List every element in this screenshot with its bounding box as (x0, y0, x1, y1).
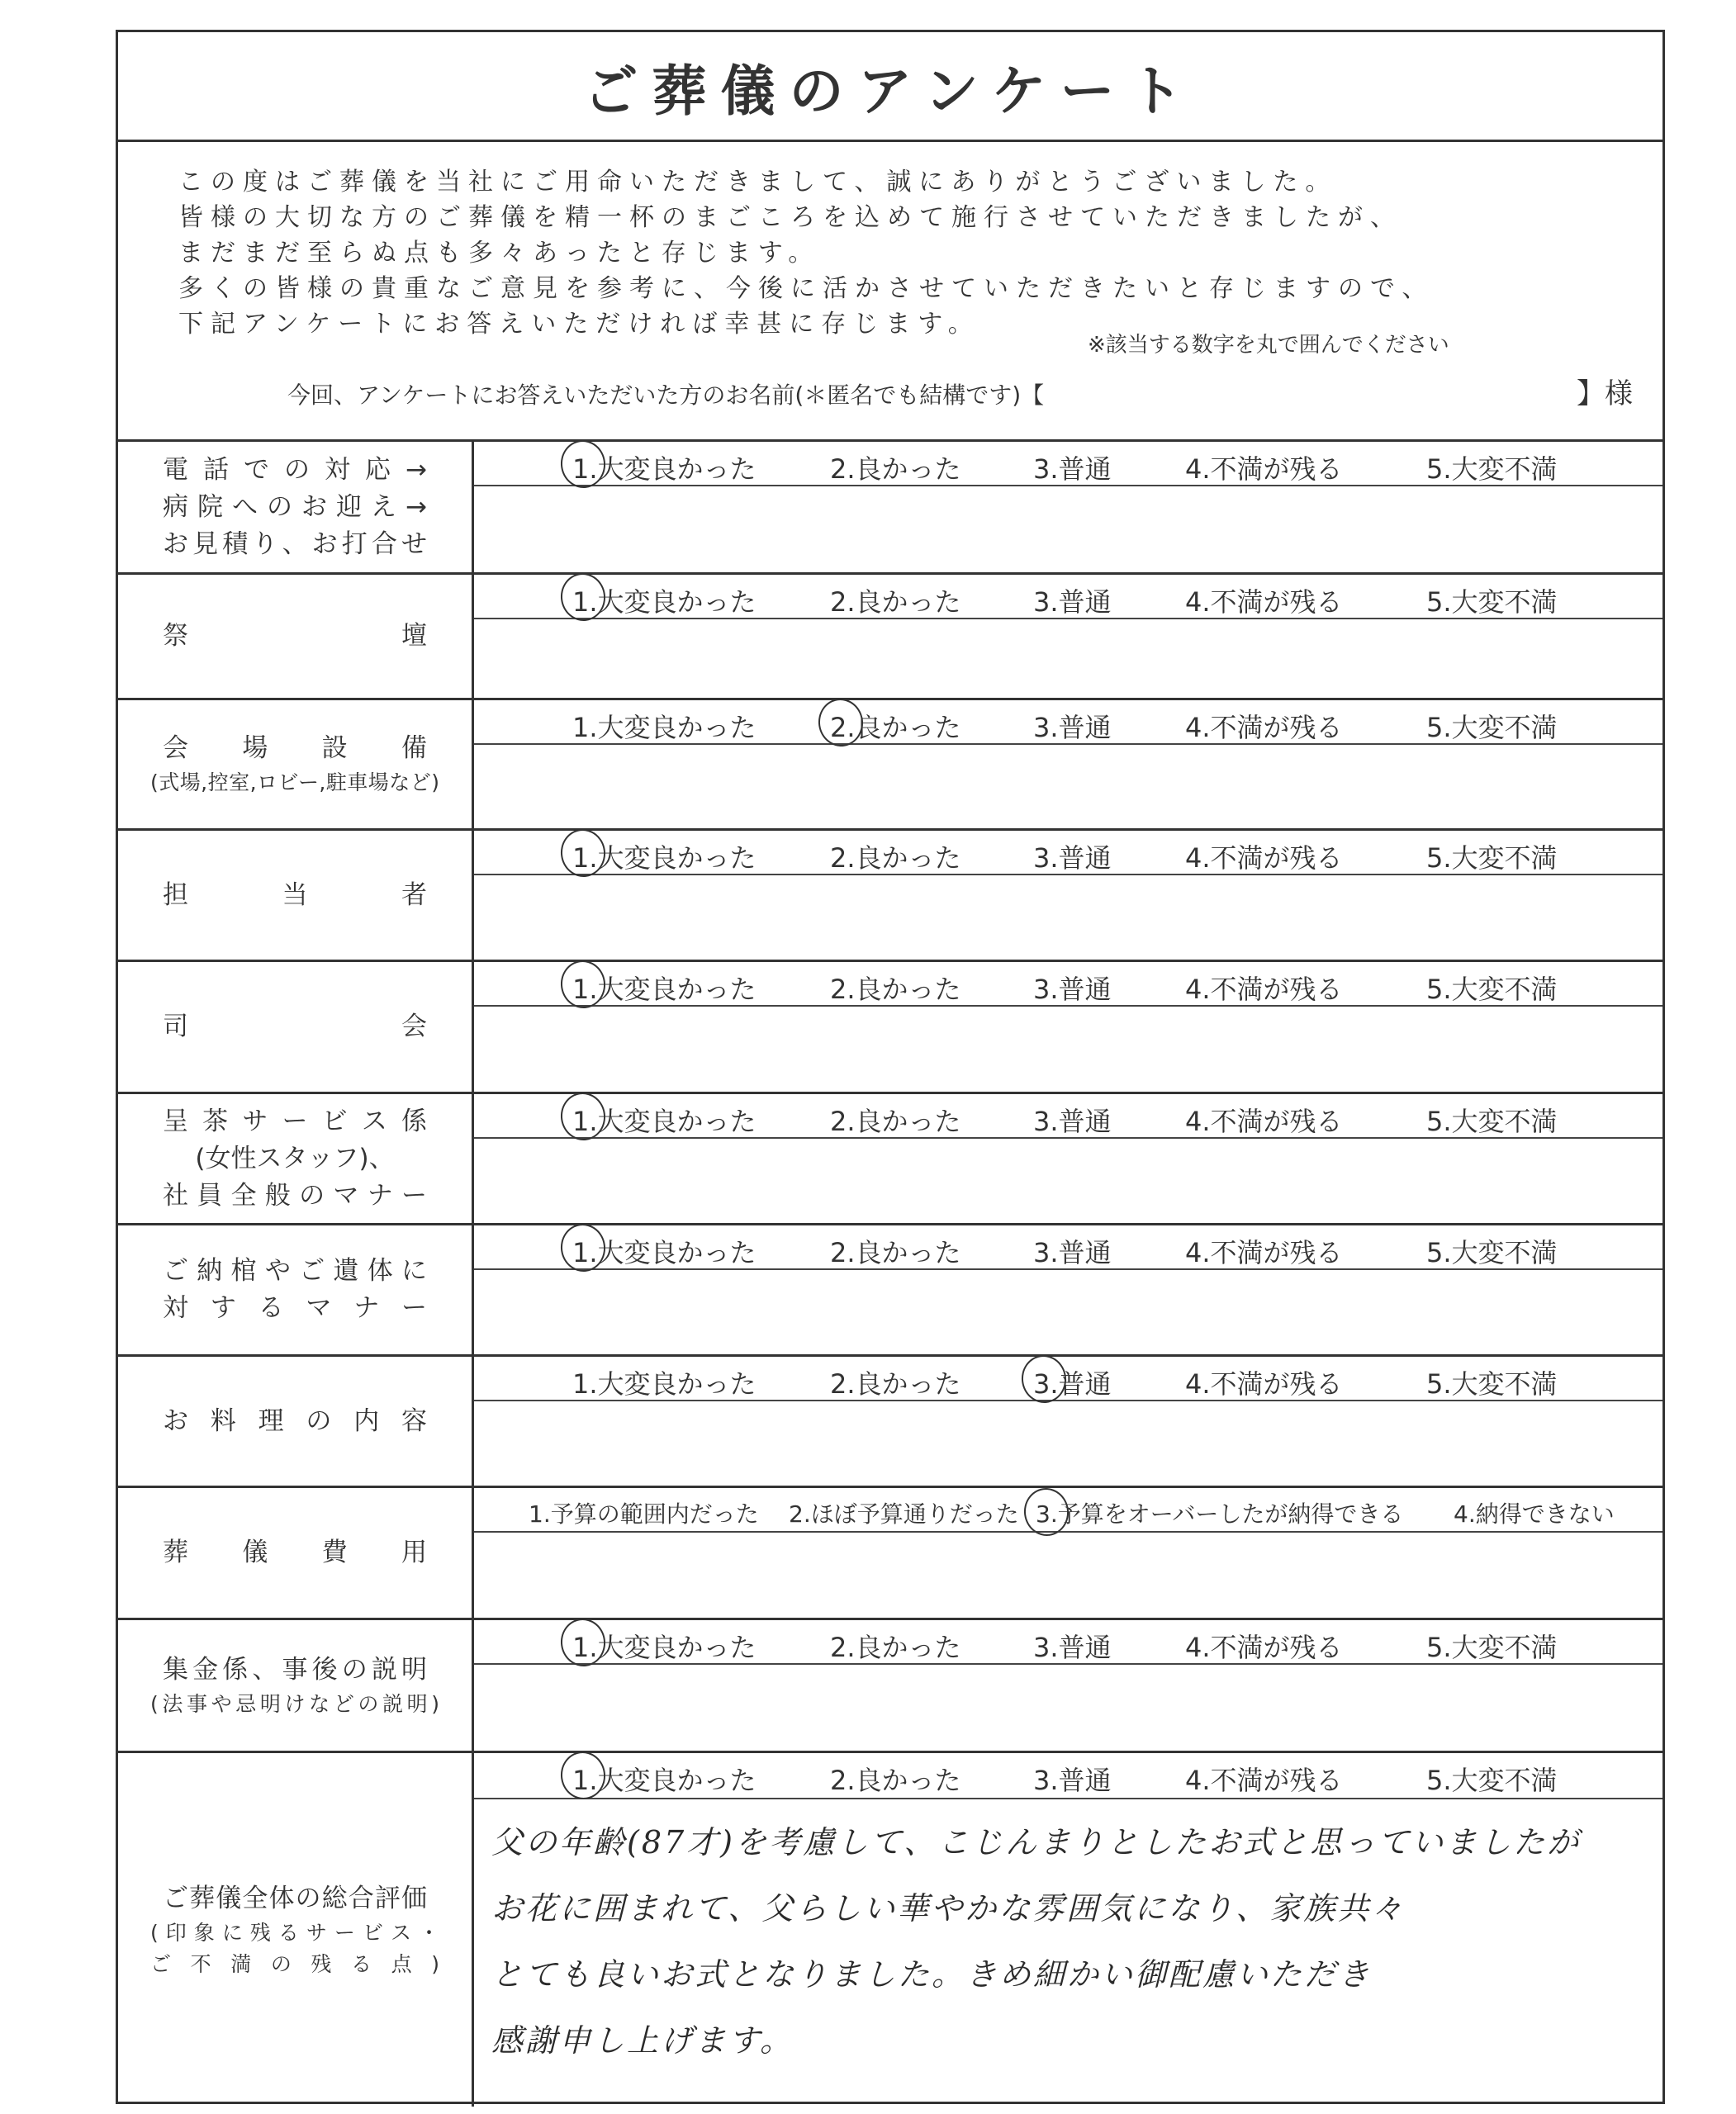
question-label (118, 1357, 474, 1486)
question-row (118, 439, 1662, 572)
option-label: 2.良かった (830, 1765, 961, 1796)
rating-option-2[interactable] (830, 1363, 961, 1401)
question-label-line: お見積り、お打合せ (163, 528, 427, 559)
question-row (118, 1486, 1662, 1618)
option-label: 1.大変良かった (572, 712, 757, 743)
option-label: 1.大変良かった (572, 1765, 757, 1796)
question-label (118, 575, 474, 698)
question-label-line: (印象に残るサービス・ (150, 1920, 439, 1945)
question-label (118, 1225, 474, 1354)
question-row (118, 698, 1662, 828)
rating-option-5[interactable] (1426, 1760, 1558, 1798)
rating-option-4[interactable] (1454, 1496, 1615, 1529)
rating-option-2[interactable] (830, 707, 961, 745)
option-label: 3.普通 (1033, 453, 1112, 485)
rating-option-1[interactable] (572, 1232, 757, 1270)
rating-option-5[interactable] (1426, 581, 1558, 619)
rating-option-5[interactable] (1426, 837, 1558, 875)
rating-option-4[interactable] (1185, 1232, 1343, 1270)
rating-option-4[interactable] (1185, 1101, 1343, 1139)
rating-option-5[interactable] (1426, 1101, 1558, 1139)
rating-option-4[interactable] (1185, 1363, 1343, 1401)
option-label: 1.大変良かった (572, 453, 757, 485)
option-label: 3.普通 (1033, 586, 1112, 618)
handwritten-comment-line: とても良いお式となりました。きめ細かい御配慮いただき (491, 1956, 1373, 1993)
option-label: 5.大変不満 (1426, 1368, 1558, 1400)
row-divider (474, 1798, 1662, 1799)
option-label: 2.良かった (830, 1106, 961, 1137)
question-label-line: 司 会 (163, 1012, 427, 1041)
option-label: 4.不満が残る (1185, 974, 1343, 1005)
rating-option-5[interactable] (1426, 969, 1558, 1007)
intro-text (178, 164, 1632, 342)
question-label-line: (式場,控室,ロビー,駐車場など) (150, 770, 439, 794)
option-label: 5.大変不満 (1426, 842, 1558, 874)
rating-option-1[interactable] (572, 969, 757, 1007)
option-label: 4.不満が残る (1185, 1632, 1343, 1663)
rating-option-1[interactable] (572, 1363, 757, 1401)
rating-option-1[interactable] (572, 1101, 757, 1139)
option-label: 2.良かった (830, 1632, 961, 1663)
rating-option-3[interactable] (1033, 969, 1112, 1007)
survey-form (116, 30, 1665, 2104)
option-label: 2.良かった (830, 586, 961, 618)
rating-option-3[interactable] (1036, 1496, 1403, 1529)
question-row (118, 1354, 1662, 1486)
option-label: 4.不満が残る (1185, 1237, 1343, 1268)
option-label: 3.普通 (1033, 1632, 1112, 1663)
rating-option-5[interactable] (1426, 1232, 1558, 1270)
intro-line: まだまだ至らぬ点も多々あったと存じます。 (178, 239, 821, 268)
option-label: 2.良かった (830, 1237, 961, 1268)
name-suffix: 】様 (1577, 377, 1633, 410)
question-label-line: 祭 壇 (163, 621, 427, 651)
option-label: 5.大変不満 (1426, 974, 1558, 1005)
question-label (118, 1094, 474, 1223)
rating-option-2[interactable] (830, 969, 961, 1007)
option-label: 4.不満が残る (1185, 842, 1343, 874)
option-label: 3.予算をオーバーしたが納得できる (1036, 1500, 1404, 1528)
question-label (118, 442, 474, 572)
option-label: 4.不満が残る (1185, 1765, 1343, 1796)
option-label: 5.大変不満 (1426, 1237, 1558, 1268)
question-label-line: ご葬儀全体の総合評価 (163, 1883, 427, 1913)
rating-option-3[interactable] (1033, 581, 1112, 619)
name-field[interactable] (1134, 377, 1563, 410)
question-label (118, 1620, 474, 1751)
question-label (118, 1753, 474, 2107)
rating-option-5[interactable] (1426, 707, 1558, 745)
option-label: 3.普通 (1033, 1106, 1112, 1137)
rating-option-1[interactable] (529, 1496, 759, 1529)
rating-option-1[interactable] (572, 448, 757, 486)
rating-option-5[interactable] (1426, 1627, 1558, 1665)
question-label (118, 700, 474, 828)
question-label-line: ご納棺やご遺体に (163, 1256, 427, 1286)
option-label: 4.不満が残る (1185, 1368, 1343, 1400)
option-label: 1.大変良かった (572, 974, 757, 1005)
rating-option-3[interactable] (1033, 1101, 1112, 1139)
rating-option-2[interactable] (830, 581, 961, 619)
handwritten-comment-line: 感謝申し上げます。 (491, 2022, 794, 2059)
rating-option-4[interactable] (1185, 969, 1343, 1007)
option-label: 3.普通 (1033, 1765, 1112, 1796)
question-row (118, 1092, 1662, 1223)
option-label: 1.大変良かった (572, 586, 757, 618)
rating-option-3[interactable] (1033, 707, 1112, 745)
question-row (118, 1223, 1662, 1354)
option-label: 4.不満が残る (1185, 586, 1343, 618)
intro-line: 多くの皆様の貴重なご意見を参考に、今後に活かさせていただきたいと存じますので、 (178, 274, 1435, 303)
option-label: 2.良かった (830, 712, 961, 743)
rating-option-4[interactable] (1185, 1760, 1343, 1798)
option-label: 5.大変不満 (1426, 1765, 1558, 1796)
form-title: ご葬儀のアンケート (118, 32, 1662, 142)
option-label: 3.普通 (1033, 712, 1112, 743)
question-label-line: 病院へのお迎え→ (163, 491, 427, 522)
option-label: 2.ほぼ予算通りだった (789, 1500, 1019, 1528)
question-label-line: 担 当 者 (163, 879, 427, 910)
option-label: 3.普通 (1033, 842, 1112, 874)
question-label-line: 集金係、事後の説明 (163, 1654, 427, 1685)
option-label: 2.良かった (830, 842, 961, 874)
option-label: 2.良かった (830, 974, 961, 1005)
option-label: 4.不満が残る (1185, 712, 1343, 743)
option-label: 4.不満が残る (1185, 453, 1343, 485)
rating-option-5[interactable] (1426, 1363, 1558, 1401)
option-label: 2.良かった (830, 1368, 961, 1400)
rating-option-2[interactable] (830, 448, 961, 486)
option-label: 5.大変不満 (1426, 453, 1558, 485)
rating-option-1[interactable] (572, 707, 757, 745)
option-label: 3.普通 (1033, 1237, 1112, 1268)
rating-option-4[interactable] (1185, 448, 1343, 486)
question-label-line: 電話での対応→ (163, 454, 427, 485)
rating-option-3[interactable] (1033, 837, 1112, 875)
question-row (118, 572, 1662, 698)
rating-option-3[interactable] (1033, 1627, 1112, 1665)
row-divider (474, 1531, 1662, 1533)
intro-line: この度はご葬儀を当社にご用命いただきまして、誠にありがとうございました。 (178, 168, 1338, 197)
question-label-line: 対するマナー (163, 1293, 427, 1323)
question-row (118, 960, 1662, 1092)
question-label (118, 831, 474, 960)
option-label: 5.大変不満 (1426, 586, 1558, 618)
rating-option-5[interactable] (1426, 448, 1558, 486)
instruction-note: ※該当する数字を丸で囲んでください (1088, 333, 1449, 358)
question-row (118, 828, 1662, 960)
intro-line: 下記アンケートにお答えいただければ幸甚に存じます。 (178, 310, 980, 339)
rating-option-3[interactable] (1033, 1363, 1112, 1401)
option-label: 5.大変不満 (1426, 1632, 1558, 1663)
option-label: 3.普通 (1033, 974, 1112, 1005)
rating-option-4[interactable] (1185, 581, 1343, 619)
rating-option-1[interactable] (572, 837, 757, 875)
rating-option-2[interactable] (830, 1101, 961, 1139)
handwritten-comment-line: 父の年齢(87才)を考慮して、こじんまりとしたお式と思っていましたが (491, 1824, 1582, 1860)
option-label: 5.大変不満 (1426, 1106, 1558, 1137)
rating-option-3[interactable] (1033, 448, 1112, 486)
option-label: 1.大変良かった (572, 1632, 757, 1663)
option-label: 2.良かった (830, 453, 961, 485)
question-label (118, 962, 474, 1092)
question-label-line: ご不満の残る点) (150, 1951, 439, 1976)
option-label: 1.大変良かった (572, 1368, 757, 1400)
rating-option-1[interactable] (572, 1627, 757, 1665)
rating-option-4[interactable] (1185, 837, 1343, 875)
option-label: 4.不満が残る (1185, 1106, 1343, 1137)
option-label: 5.大変不満 (1426, 712, 1558, 743)
rating-option-2[interactable] (789, 1496, 1019, 1529)
intro-line: 皆様の大切な方のご葬儀を精一杯のまごころを込めて施行させていただきましたが、 (178, 203, 1402, 232)
handwritten-comment-line: お花に囲まれて、父らしい華やかな雰囲気になり、家族共々 (491, 1890, 1406, 1927)
rating-option-2[interactable] (830, 1627, 961, 1665)
rating-option-4[interactable] (1185, 707, 1343, 745)
rating-option-3[interactable] (1033, 1232, 1112, 1270)
rating-option-4[interactable] (1185, 1627, 1343, 1665)
rating-option-2[interactable] (830, 837, 961, 875)
rating-option-2[interactable] (830, 1232, 961, 1270)
rating-option-1[interactable] (572, 1760, 757, 1798)
question-label-line: (法事や忌明けなどの説明) (150, 1691, 439, 1716)
option-label: 1.大変良かった (572, 842, 757, 874)
question-label-line: 社員全般のマナー (163, 1180, 427, 1211)
option-label: 1.予算の範囲内だった (529, 1500, 759, 1528)
rating-option-2[interactable] (830, 1760, 961, 1798)
option-label: 3.普通 (1033, 1368, 1112, 1400)
question-label-line: (女性スタッフ)、 (195, 1143, 395, 1173)
question-label-line: 会場設備 (163, 733, 427, 763)
rating-option-3[interactable] (1033, 1760, 1112, 1798)
option-label: 1.大変良かった (572, 1106, 757, 1137)
rating-option-1[interactable] (572, 581, 757, 619)
option-label: 1.大変良かった (572, 1237, 757, 1268)
question-label (118, 1488, 474, 1618)
question-label-line: お料理の内容 (163, 1405, 427, 1436)
question-label-line: 葬儀費用 (163, 1538, 427, 1567)
question-label-line: 呈茶サービス係 (163, 1106, 427, 1136)
name-prompt: 今回、アンケートにお答えいただいた方のお名前(＊匿名でも結構です)【 (287, 382, 1045, 409)
question-row (118, 1618, 1662, 1751)
option-label: 4.納得できない (1454, 1500, 1615, 1528)
